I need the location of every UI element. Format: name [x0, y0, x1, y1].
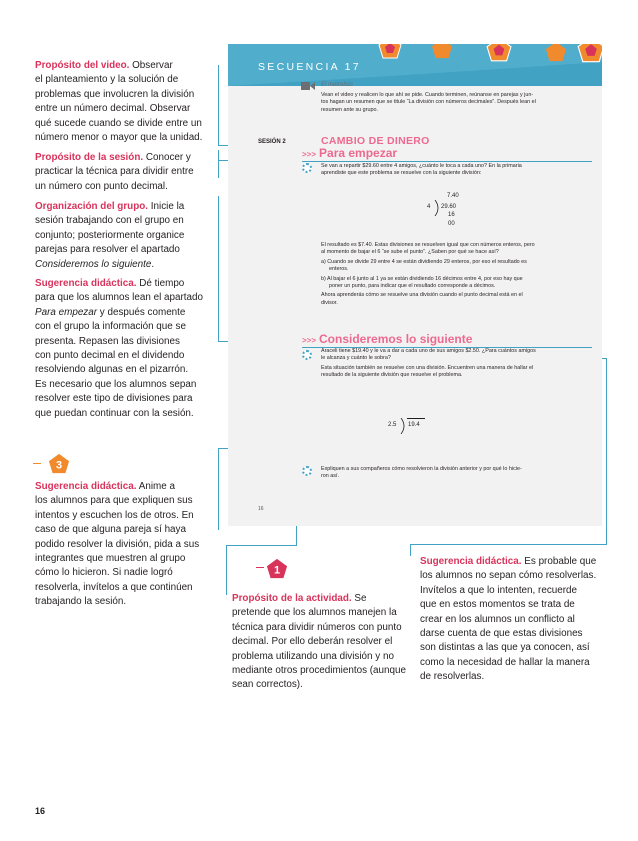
note-title: Organización del grupo.	[35, 201, 149, 212]
italic-reference: Consideremos lo siguiente	[35, 258, 152, 270]
note-line: resolviendo algunas en el pizarrón.	[35, 364, 189, 376]
connector-line	[218, 65, 219, 145]
note-line: problemas que involucren la división	[35, 88, 195, 100]
session-label: SESIÓN 2	[258, 139, 286, 145]
note-text: .	[151, 258, 155, 270]
note-line: con punto decimal en el dividendo	[35, 350, 185, 362]
text-line: le alcanza y cuánto le sobra?	[321, 355, 391, 362]
note-line: entre un número decimal. Observar	[35, 103, 191, 115]
remainder-step: 00	[448, 221, 455, 227]
text-line: a) Cuando se divide 29 entre 4 se están dividiendo 29 enteros, por eso el resultado es	[321, 258, 527, 265]
note-title: Propósito de la actividad.	[232, 593, 352, 604]
step-1-badge-icon	[266, 558, 288, 580]
note-line: mediante otros procedimientos (aunque	[232, 665, 407, 677]
note-line: que en estos momentos se trata de	[420, 599, 575, 611]
note-line: Es necesario que los alumnos sepan	[35, 378, 197, 390]
video-camera-icon	[301, 81, 315, 91]
note-activity-purpose	[232, 592, 410, 693]
note-line: con el grupo la información que se	[35, 321, 186, 333]
note-line: trabajando la sesión.	[35, 596, 127, 608]
note-didactic-suggestion-2	[35, 480, 213, 610]
text-line: poner un punto, para indicar que el resultado corresponde a décimos.	[329, 283, 496, 290]
connector-line	[226, 545, 296, 546]
note-title: Propósito del video.	[35, 60, 130, 71]
decor-pentagon-icon	[545, 44, 567, 63]
session-title: CAMBIO DE DINERO	[321, 135, 430, 147]
text-line: divisor.	[321, 299, 338, 306]
activity-circle-icon	[302, 466, 312, 476]
text-line: resumen ante su grupo.	[321, 106, 378, 113]
activity-circle-icon	[302, 350, 312, 360]
note-line: crear en los alumnos un conflicto al	[420, 613, 575, 625]
division-1	[424, 193, 484, 233]
note-line: sesión trabajando con el grupo en	[35, 215, 184, 227]
connector-line	[410, 544, 607, 545]
note-line: un número con punto decimal.	[35, 180, 168, 192]
explain-text	[321, 466, 591, 481]
text-line: Expliquen a sus compañeros cómo resolvieron la división anterior y por qué lo hicie-	[321, 466, 522, 472]
note-text: Observar	[132, 60, 173, 71]
text-line: b) Al bajar el 6 junto al 1 ya se están dividiendo 16 décimos entre 4, por eso hay que	[321, 275, 523, 282]
note-title: Sugerencia didáctica.	[35, 481, 137, 492]
note-line: de resolverlas.	[420, 671, 485, 683]
note-line: resolverla, invítelos a que continúen	[35, 581, 193, 593]
note-line: los alumnos para que expliquen sus	[35, 495, 193, 507]
svg-text:1: 1	[273, 564, 281, 577]
note-title: Sugerencia didáctica.	[420, 556, 522, 567]
note-line: parejas para resolver el apartado	[35, 244, 180, 256]
inner-page-number: 16	[258, 506, 264, 512]
sequence-label: SECUENCIA 17	[258, 61, 361, 73]
note-line: técnica para dividir números con punto	[232, 621, 402, 633]
note-line: para que los alumnos lean el apartado	[35, 292, 203, 304]
text-line: al momento de bajar el 6 “se sube el punto”. ¿Saben por qué se hace así?	[321, 249, 499, 256]
consideremos-heading: >>> Consideremos lo siguiente	[302, 332, 473, 346]
text-line: El resultado es $7.40. Estas divisiones se resuelven igual que con números enteros, pero	[321, 242, 535, 248]
heading-text: Consideremos lo siguiente	[319, 332, 473, 346]
note-line: cómo lo hicieron. Si nadie logró	[35, 567, 173, 579]
note-line: Invítelos a que lo intenten, recuerde	[420, 584, 578, 596]
note-line: darse cuenta de que estas divisiones	[420, 628, 583, 640]
note-line: practicar la técnica para dividir entre	[35, 166, 194, 178]
dividend: 19.4	[408, 422, 420, 428]
note-line: problema utilizando una división y no	[232, 650, 394, 662]
decor-pentagon-icon	[378, 44, 402, 60]
italic-reference: Para empezar	[35, 306, 98, 318]
note-text: Conocer y	[145, 152, 191, 163]
note-line: decimal. Por ello deberán resolver el	[232, 636, 393, 648]
dividend-rule	[407, 418, 425, 419]
text-line: enteros.	[329, 266, 349, 273]
consideremos-text	[321, 348, 591, 380]
note-text: y después comente	[97, 306, 186, 318]
note-video-purpose	[35, 59, 213, 145]
note-line: que puedan continuar con la sesión.	[35, 407, 194, 419]
note-line: número menor o mayor que la unidad.	[35, 132, 203, 144]
text-line: Ahora aprenderás cómo se resuelve una división cuando el punto decimal está en el	[321, 292, 523, 299]
note-text: Es probable que	[524, 556, 597, 567]
connector-line	[226, 545, 227, 595]
text-line: resultado de la siguiente división que resuelve el problema.	[321, 372, 463, 379]
note-didactic-suggestion-3	[420, 555, 605, 685]
note-line: integrantes que muestren al grupo	[35, 553, 186, 565]
text-line: Vean el video y realicen lo que ahí se pide. Cuando terminen, reúnanse en parejas y jun-	[321, 92, 534, 98]
decor-pentagon-icon	[577, 44, 602, 64]
note-line: conjunto; posteriormente organice	[35, 229, 185, 241]
connector-line	[218, 150, 219, 178]
text-line: aprendiste que este problema se resuelve con la siguiente división:	[321, 170, 482, 177]
student-book-page	[228, 44, 602, 526]
quotient: 7.40	[447, 193, 459, 199]
text-line: Se van a repartir $29.60 entre 4 amigos, ¿cuánto le toca a cada uno? En la primaria	[321, 163, 522, 169]
step-3-badge-icon	[48, 453, 70, 475]
badge-3-tick	[33, 463, 41, 464]
heading-rule	[302, 161, 592, 162]
dividend: 29.60	[441, 204, 457, 210]
decor-pentagon-icon	[486, 44, 512, 63]
divisor: 2.5	[388, 422, 397, 428]
connector-line	[218, 196, 219, 341]
note-line: los alumnos no sepan cómo resolverlas.	[420, 570, 597, 582]
note-line: intentos y escuchen los de otros. En	[35, 509, 194, 521]
video-instructions	[321, 92, 581, 114]
note-line: pretende que los alumnos manejen la	[232, 607, 397, 619]
para-empezar-heading: >>> Para empezar	[302, 146, 398, 160]
note-text: Anime a	[138, 481, 175, 492]
badge-1-tick	[256, 567, 264, 568]
note-session-purpose	[35, 151, 213, 194]
note-title: Propósito de la sesión.	[35, 152, 144, 163]
note-didactic-suggestion-1	[35, 277, 213, 421]
note-group-organization	[35, 200, 213, 272]
connector-line	[410, 544, 411, 556]
explanation-text	[321, 242, 591, 307]
remainder-step: 16	[448, 212, 455, 218]
note-text: Inicie la	[150, 201, 185, 212]
note-line: caso de que alguna pareja sí haya	[35, 524, 186, 536]
note-line: qué sucede cuando se divide entre un	[35, 117, 202, 129]
heading-text: Para empezar	[319, 146, 398, 160]
division-bracket-icon	[400, 418, 408, 434]
svg-text:3: 3	[55, 459, 63, 472]
note-line: resolver este tipo de divisiones para	[35, 393, 193, 405]
divisor: 4	[427, 204, 431, 210]
note-line: son distintas a las que ya conocen, así	[420, 642, 590, 654]
text-line: tos hagan un resumen que se titule “La división con números decimales”. Después lean el	[321, 99, 536, 106]
text-line: ron así.	[321, 473, 339, 480]
para-empezar-text	[321, 163, 591, 178]
note-line: podido resolver la división, pida a sus	[35, 538, 200, 550]
connector-line	[606, 358, 607, 544]
division-2	[388, 418, 448, 438]
video-title: El metrobús	[321, 82, 354, 88]
decor-pentagon-icon	[431, 44, 453, 60]
note-title: Sugerencia didáctica.	[35, 278, 137, 289]
connector-line	[218, 448, 219, 530]
note-line: sean correctos).	[232, 679, 303, 691]
note-line: presenta. Repasen las divisiones	[35, 335, 180, 347]
text-line: Esta situación también se resuelve con una división. Encuentren una manera de hallar el	[321, 364, 534, 371]
text-line: Araceli tiene $19.40 y le va a dar a cada uno de sus amigos $2.50. ¿Para cuántos amigos	[321, 348, 536, 354]
note-text: Dé tiempo	[139, 278, 185, 289]
page-number: 16	[35, 806, 46, 816]
activity-circle-icon	[302, 163, 312, 173]
note-line: el planteamiento y la solución de	[35, 74, 179, 86]
note-line: como la necesidad de hallar la manera	[420, 656, 590, 668]
note-text: Se	[354, 593, 367, 604]
